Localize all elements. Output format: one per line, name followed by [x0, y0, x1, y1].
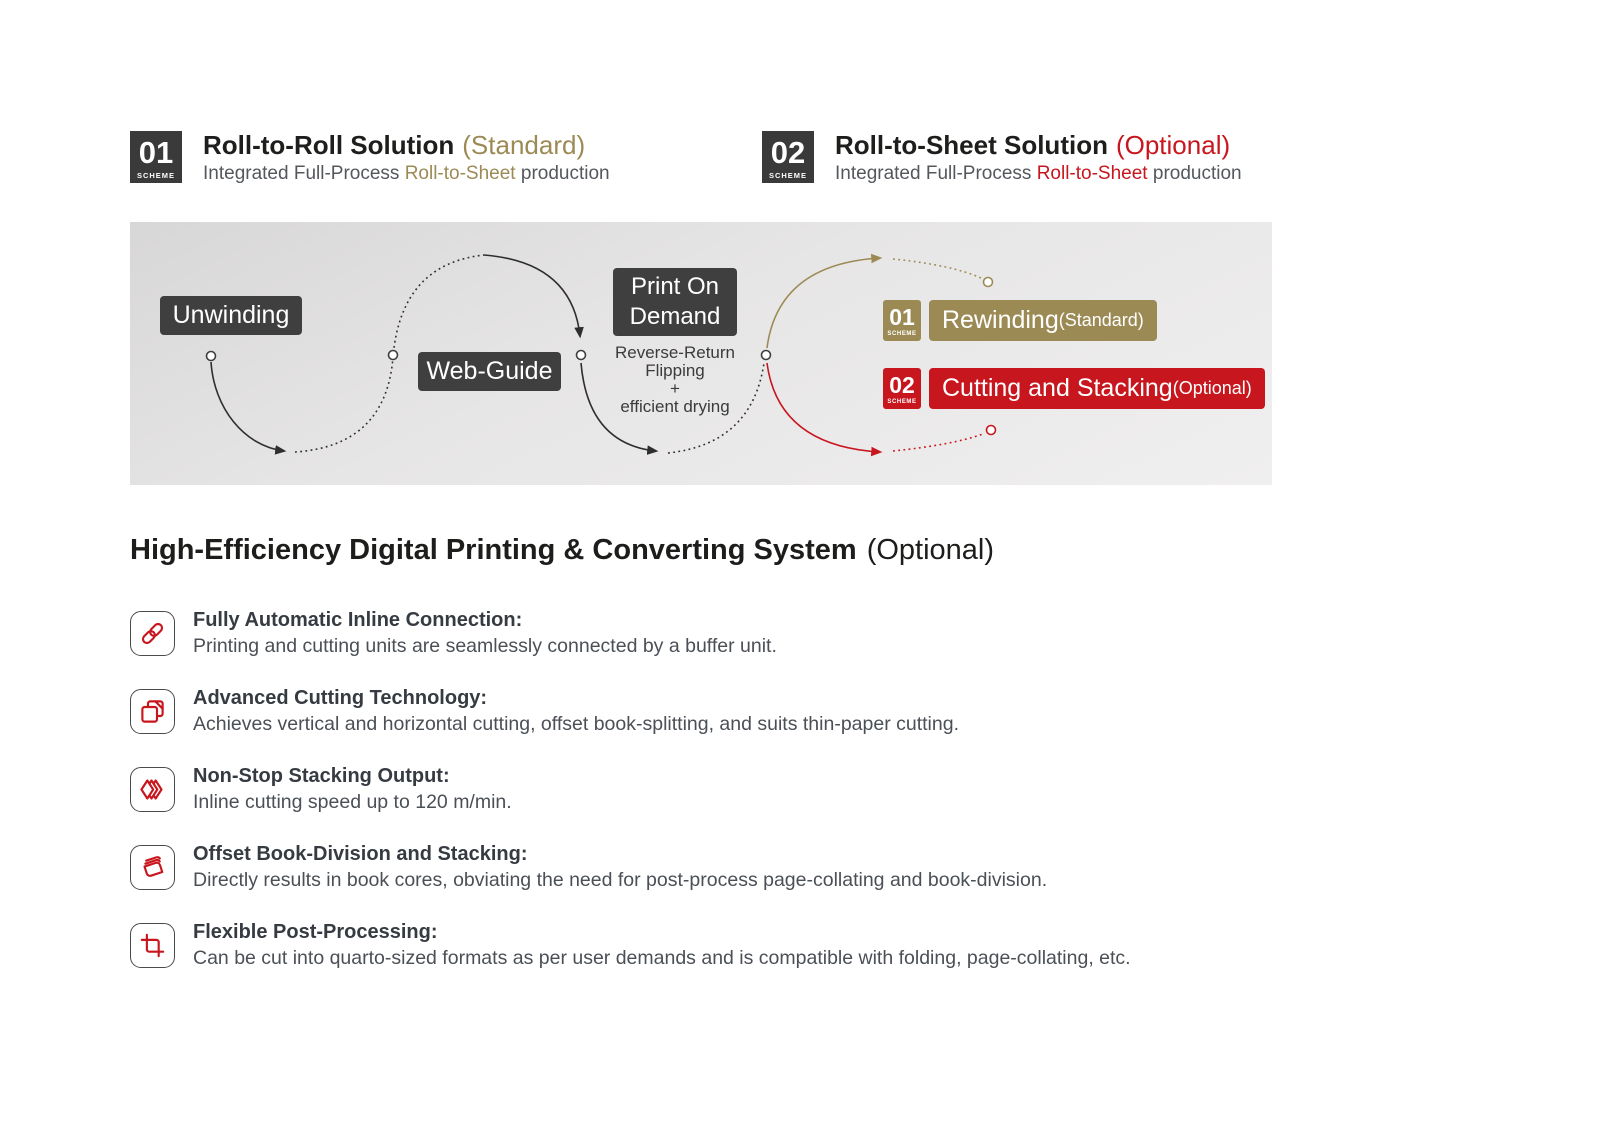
- cutting-stacking-label: Cutting and Stacking: [942, 374, 1173, 402]
- scheme1-subtitle-prefix: Integrated Full-Process: [203, 163, 405, 184]
- badge-number: 01: [138, 134, 174, 170]
- flow-node: [389, 351, 398, 360]
- pod-line2: Demand: [629, 303, 721, 330]
- arrow-red-dotted: [893, 434, 983, 451]
- scheme1-header-text: [203, 131, 610, 188]
- print-on-demand-note: [596, 344, 754, 416]
- badge-label: SCHEME: [887, 398, 917, 405]
- pod-note-line: Reverse-Return: [615, 343, 735, 362]
- scheme1-title: [203, 131, 610, 160]
- scheme1-subtitle-highlight: Roll-to-Sheet: [404, 163, 516, 184]
- feature-text: [193, 607, 777, 660]
- rewinding-label: Rewinding: [942, 306, 1059, 334]
- badge-label: SCHEME: [887, 330, 917, 337]
- feature-text: [193, 763, 512, 816]
- badge-number: 01: [889, 303, 915, 330]
- scheme2-title-suffix: (Optional): [1115, 130, 1231, 160]
- section-title: [130, 534, 994, 567]
- scheme2-subtitle-prefix: Integrated Full-Process: [835, 163, 1037, 184]
- stack-layers-icon: [130, 767, 175, 812]
- pod-line1: Print On: [630, 273, 720, 300]
- scheme2-small-badge: [883, 368, 921, 409]
- feature-title: Non-Stop Stacking Output:: [193, 764, 450, 787]
- feature-title: Fully Automatic Inline Connection:: [193, 608, 523, 631]
- book-icon: [130, 845, 175, 890]
- rewinding-pill: [929, 300, 1157, 341]
- pod-note-line: efficient drying: [620, 397, 730, 416]
- pod-note-line: Flipping: [645, 361, 705, 380]
- feature-text: [193, 685, 959, 738]
- feature-description: Inline cutting speed up to 120 m/min.: [193, 790, 512, 813]
- badge-label: SCHEME: [136, 170, 176, 180]
- section-title-suffix: (Optional): [866, 534, 995, 566]
- rewinding-scheme-row: [883, 300, 1157, 341]
- crop-icon: [130, 923, 175, 968]
- feature-description: Printing and cutting units are seamlessly connected by a buffer unit.: [193, 634, 777, 657]
- badge-number: 02: [770, 134, 806, 170]
- cutting-scheme-row: [883, 368, 1265, 409]
- arrow-red-cutting: [767, 363, 880, 452]
- cutting-stacking-suffix: (Optional): [1172, 378, 1252, 398]
- scheme1-title-main: Roll-to-Roll Solution: [203, 130, 455, 160]
- feature-description: Directly results in book cores, obviating the need for post-process page-collating and book-division.: [193, 868, 1048, 891]
- scheme1-subtitle: [203, 160, 610, 188]
- scheme1-title-suffix: (Standard): [462, 130, 586, 160]
- feature-book-division: [130, 840, 1530, 894]
- flow-node: [207, 352, 216, 361]
- link-icon: [130, 611, 175, 656]
- scheme2-header-text: [835, 131, 1242, 188]
- flow-node-red: [987, 426, 996, 435]
- scheme1-number-badge: [130, 131, 182, 183]
- scheme1-small-badge: [883, 300, 921, 341]
- unwinding-step: Unwinding: [160, 296, 302, 335]
- feature-description: Achieves vertical and horizontal cutting, offset book-splitting, and suits thin-paper cutting.: [193, 712, 959, 735]
- section-title-main: High-Efficiency Digital Printing & Converting System: [130, 534, 857, 566]
- feature-text: [193, 841, 1047, 894]
- feature-list: [130, 606, 1530, 996]
- scheme2-header: [762, 131, 1242, 188]
- arrow-into-print: [484, 255, 580, 336]
- cut-pages-icon: [130, 689, 175, 734]
- webguide-step: Web-Guide: [418, 352, 561, 391]
- feature-text: [193, 919, 1131, 972]
- feature-title: Advanced Cutting Technology:: [193, 686, 488, 709]
- scheme2-title: [835, 131, 1242, 160]
- feature-title: Flexible Post-Processing:: [193, 920, 438, 943]
- flow-node: [577, 351, 586, 360]
- feature-inline-connection: [130, 606, 1530, 660]
- rewinding-suffix: (Standard): [1058, 310, 1144, 330]
- feature-post-processing: [130, 918, 1530, 972]
- scheme1-subtitle-suffix: production: [515, 163, 610, 184]
- arrow-gold-rewinding: [767, 258, 880, 348]
- scheme2-number-badge: [762, 131, 814, 183]
- arrow-unwinding-out: [211, 362, 284, 451]
- feature-cutting-technology: [130, 684, 1530, 738]
- scheme1-header: [130, 131, 610, 188]
- print-on-demand-step: [613, 268, 737, 336]
- cutting-stacking-pill: [929, 368, 1265, 409]
- arrow-gold-dotted: [893, 259, 981, 278]
- badge-label: SCHEME: [768, 170, 808, 180]
- scheme2-title-main: Roll-to-Sheet Solution: [835, 130, 1108, 160]
- scheme2-subtitle-highlight: Roll-to-Sheet: [1036, 163, 1148, 184]
- feature-title: Offset Book-Division and Stacking:: [193, 842, 528, 865]
- scheme2-subtitle: [835, 160, 1242, 188]
- badge-number: 02: [889, 371, 915, 398]
- pod-note-line: +: [670, 379, 680, 398]
- scheme2-subtitle-suffix: production: [1147, 163, 1242, 184]
- feature-description: Can be cut into quarto-sized formats as per user demands and is compatible with folding, page-collating, etc.: [193, 946, 1131, 969]
- process-flow-panel: [130, 222, 1272, 485]
- feature-stacking-output: [130, 762, 1530, 816]
- flow-node: [762, 351, 771, 360]
- flow-node-gold: [984, 278, 993, 287]
